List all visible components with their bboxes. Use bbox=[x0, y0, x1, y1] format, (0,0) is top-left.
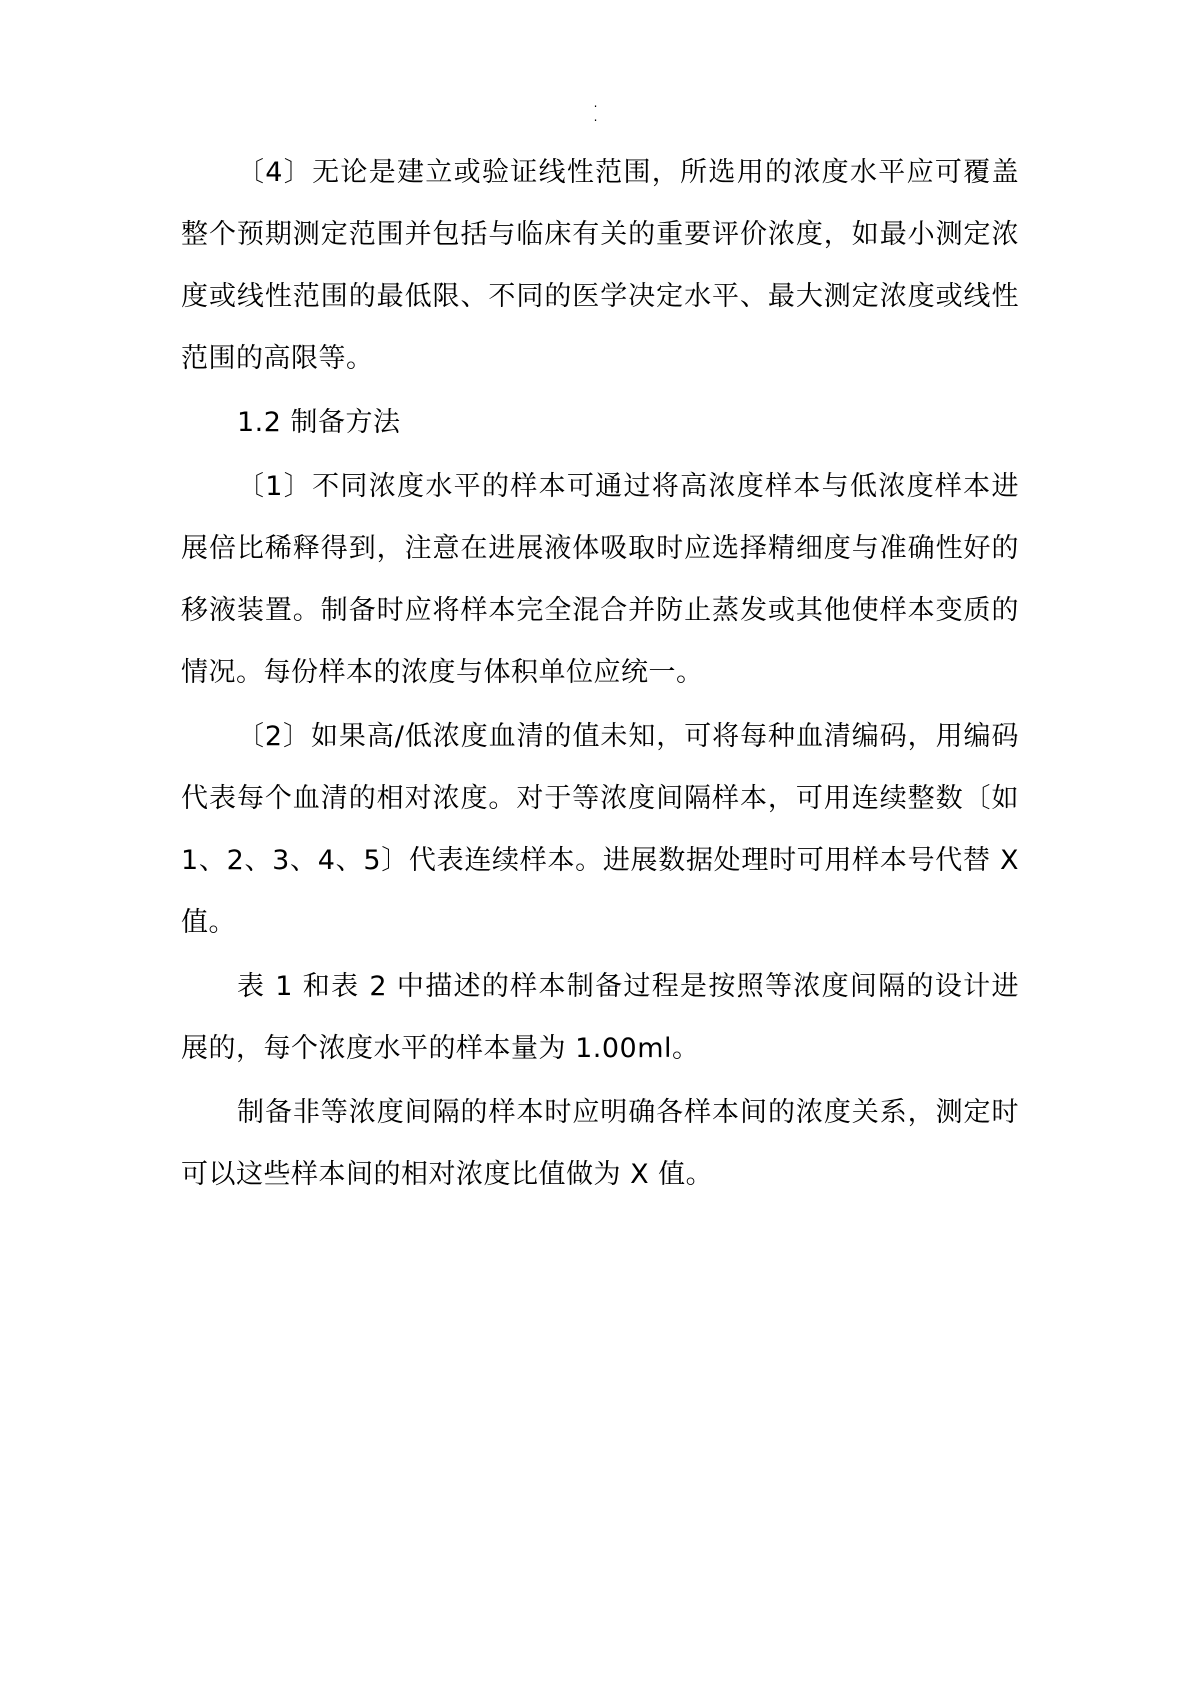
document-body bbox=[181, 142, 1019, 1208]
header-dots bbox=[0, 96, 1191, 124]
paragraph-item-4: 〔4〕无论是建立或验证线性范围，所选用的浓度水平应可覆盖整个预期测定范围并包括与临床有关的重要评价浓度，如最小测定浓度或线性范围的最低限、不同的医学决定水平、最大测定浓度或线性范围的高限等。 bbox=[181, 157, 1019, 374]
paragraph-non-equal-interval: 制备非等浓度间隔的样本时应明确各样本间的浓度关系，测定时可以这些样本间的相对浓度比值做为 X 值。 bbox=[181, 1097, 1019, 1190]
header-dot-1: . bbox=[593, 96, 598, 110]
paragraph-item-2: 〔2〕如果高/低浓度血清的值未知，可将每种血清编码，用编码代表每个血清的相对浓度。对于等浓度间隔样本，可用连续整数〔如1、2、3、4、5〕代表连续样本。进展数据处理时可用样本号代替 X 值。 bbox=[181, 721, 1019, 938]
section-heading-1-2: 1.2 制备方法 bbox=[237, 407, 401, 438]
paragraph-item-1: 〔1〕不同浓度水平的样本可通过将高浓度样本与低浓度样本进展倍比稀释得到，注意在进展液体吸取时应选择精细度与准确性好的移液装置。制备时应将样本完全混合并防止蒸发或其他使样本变质的情况。每份样本的浓度与体积单位应统一。 bbox=[181, 471, 1019, 688]
paragraph-table-note: 表 1 和表 2 中描述的样本制备过程是按照等浓度间隔的设计进展的，每个浓度水平的样本量为 1.00ml。 bbox=[181, 971, 1019, 1064]
header-dot-2: . bbox=[593, 110, 598, 124]
